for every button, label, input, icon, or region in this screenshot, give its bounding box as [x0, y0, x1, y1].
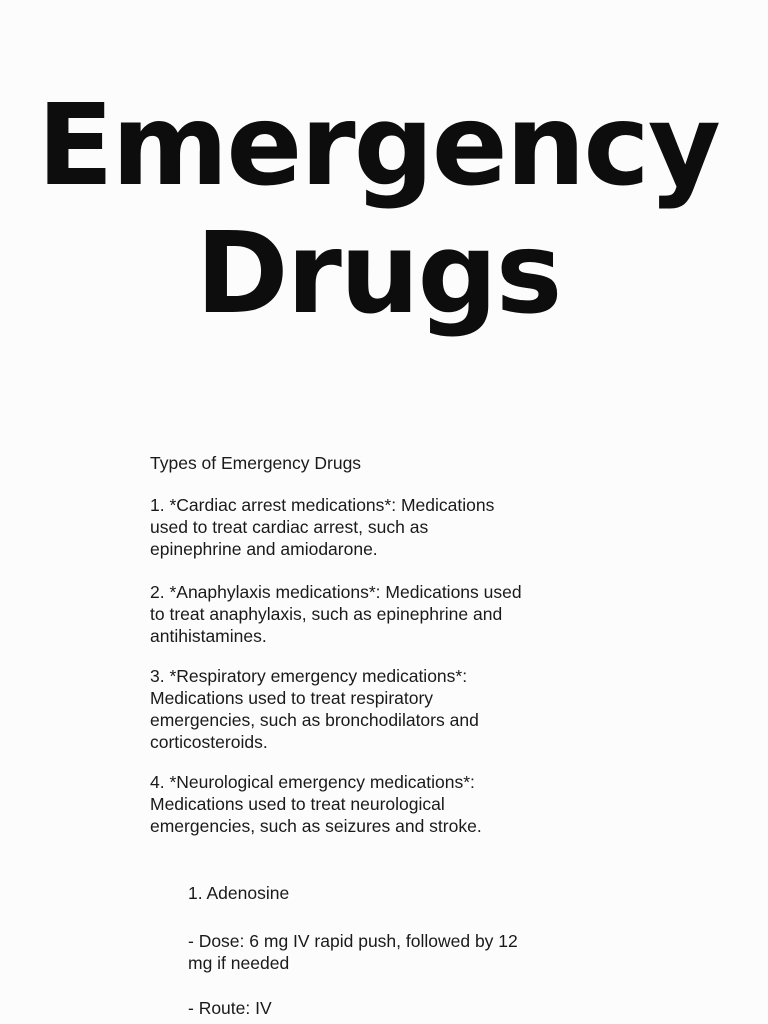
paragraph-cardiac: [150, 494, 630, 560]
paragraph-anaphylaxis: [150, 581, 630, 647]
paragraph-line: 3. *Respiratory emergency medications*:: [150, 666, 468, 686]
dose-line: mg if needed: [188, 953, 290, 973]
paragraph-line: 1. *Cardiac arrest medications*: Medications: [150, 495, 495, 515]
paragraph-line: antihistamines.: [150, 626, 267, 646]
paragraph-line: Medications used to treat neurological: [150, 794, 445, 814]
paragraph-line: Medications used to treat respiratory: [150, 688, 434, 708]
drug-dose: [188, 930, 518, 974]
paragraph-line: emergencies, such as bronchodilators and: [150, 710, 479, 730]
section-heading: Types of Emergency Drugs: [150, 453, 362, 473]
paragraph-respiratory: [150, 665, 630, 753]
paragraph-neurological: [150, 771, 630, 837]
drug-name: 1. Adenosine: [188, 883, 290, 903]
dose-line: - Dose: 6 mg IV rapid push, followed by 12: [188, 931, 518, 951]
paragraph-line: used to treat cardiac arrest, such as: [150, 517, 429, 537]
paragraph-line: emergencies, such as seizures and stroke.: [150, 816, 482, 836]
title-line-1: Emergency: [37, 81, 719, 211]
title-line-2: Drugs: [195, 209, 561, 339]
drug-route: - Route: IV: [188, 998, 272, 1018]
paragraph-line: 2. *Anaphylaxis medications*: Medications used: [150, 582, 522, 602]
paragraph-line: to treat anaphylaxis, such as epinephrine and: [150, 604, 503, 624]
paragraph-line: corticosteroids.: [150, 732, 268, 752]
paragraph-line: 4. *Neurological emergency medications*:: [150, 772, 475, 792]
paragraph-line: epinephrine and amiodarone.: [150, 539, 378, 559]
